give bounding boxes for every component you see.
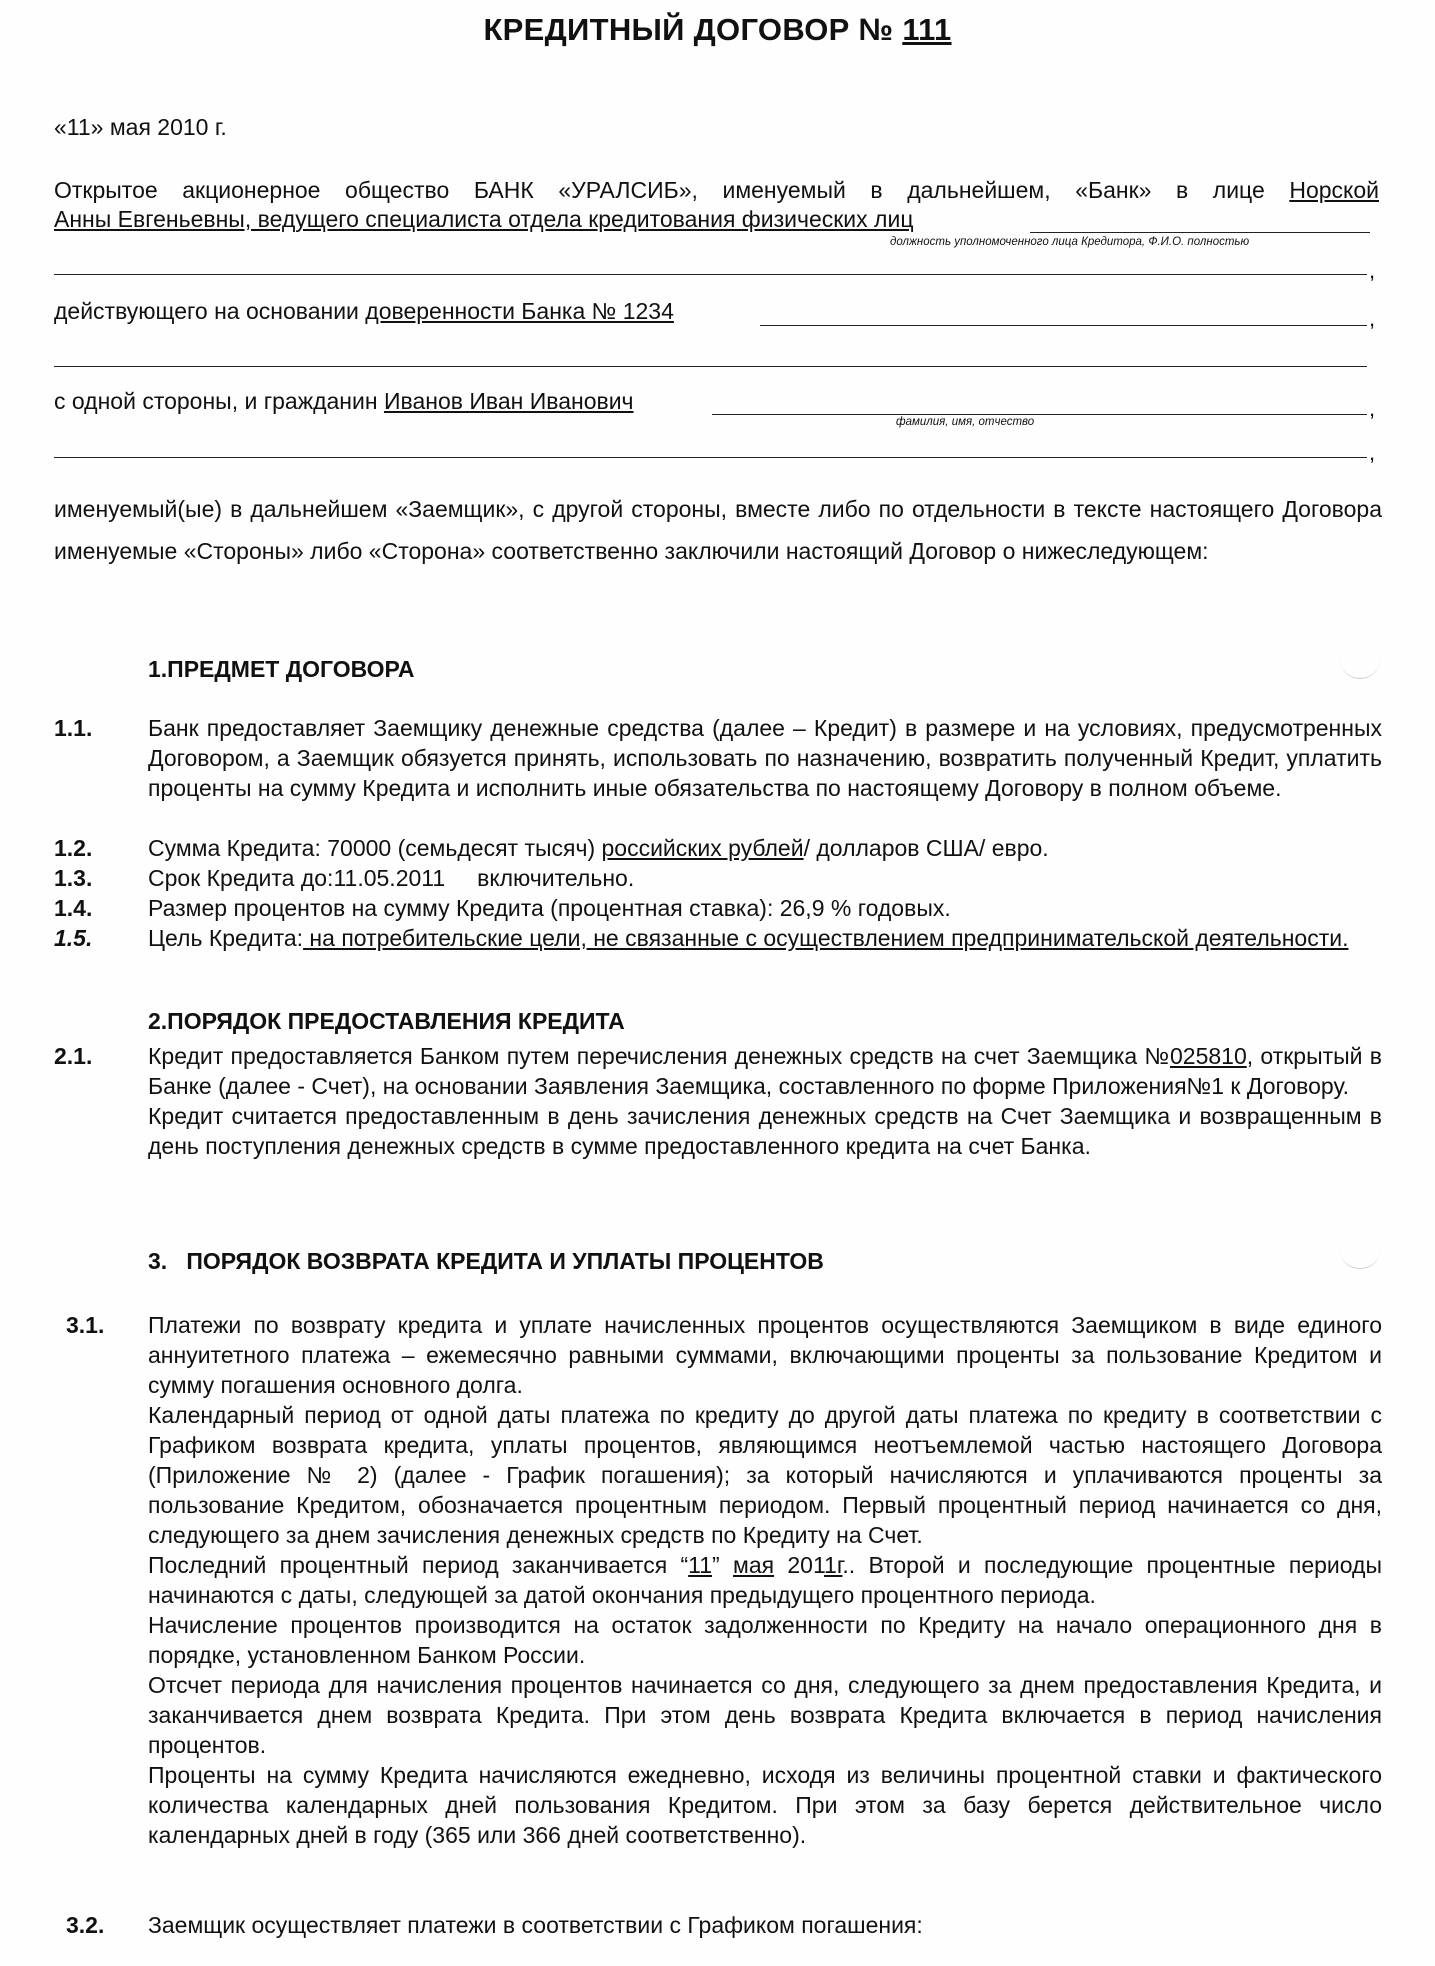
section-2-heading: 2.ПОРЯДОК ПРЕДОСТАВЛЕНИЯ КРЕДИТА: [148, 1008, 625, 1034]
comma: ,: [1369, 258, 1376, 283]
comma: ,: [1369, 440, 1376, 465]
clause-number: 3.1.: [66, 1312, 105, 1338]
clause-text: Кредит считается предоставленным в день зачисления денежных средств на Счет Заемщика и возвращенным в день поступления денежных средств в сумме предоставленного кредита на счет Банка.: [148, 1103, 1382, 1159]
representative-hint: должность уполномоченного лица Кредитора, Ф.И.О. полностью: [890, 236, 1250, 248]
fill-line: [712, 414, 1367, 415]
fill-line: [1030, 232, 1370, 233]
clause-1-5: [54, 923, 1382, 953]
clause-text: Проценты на сумму Кредита начисляются ежедневно, исходя из величины процентной ставки и фактического количества календарных дней пользования Кредитом. При этом за базу берется действительное число календарных дней в году (365 или 366 дней соответственно).: [148, 1762, 1382, 1848]
contract-number: 111: [902, 12, 952, 47]
representative-name-position: Анны Евгеньевны, ведущего специалиста отдела кредитования физических лиц: [54, 206, 914, 232]
clause-1-4: [54, 893, 1382, 923]
clause-number: 1.2.: [54, 835, 93, 861]
scan-smudge: [1340, 640, 1380, 679]
end-month: мая: [733, 1552, 775, 1578]
clause-text: Заемщик осуществляет платежи в соответствии с Графиком погашения:: [148, 1912, 923, 1938]
clause-text: .. Второй и последующие процентные периоды начинаются с даты, следующей за датой окончания предыдущего процентного периода.: [148, 1552, 1382, 1608]
borrower-hint: фамилия, имя, отчество: [896, 416, 1035, 428]
bank-representative-paragraph: [54, 176, 1379, 234]
borrower-label: с одной стороны, и гражданин: [54, 388, 384, 414]
fill-line: [54, 366, 1367, 367]
clause-text: Кредит предоставляется Банком путем перечисления денежных средств на счет Заемщика №: [148, 1043, 1170, 1069]
basis-label: действующего на основании: [54, 298, 366, 324]
clause-1-3: [54, 863, 1382, 893]
contract-date: «11» мая 2010 г.: [54, 114, 227, 140]
clause-number: 2.1.: [54, 1043, 93, 1069]
clause-text: 201: [774, 1552, 825, 1578]
section-1-heading: 1.ПРЕДМЕТ ДОГОВОРА: [148, 656, 415, 682]
fill-line: [54, 457, 1367, 458]
end-year: 1г: [824, 1552, 843, 1578]
comma: ,: [1369, 396, 1376, 421]
basis-row: [54, 298, 674, 325]
purpose-label: Цель Кредита:: [148, 925, 304, 951]
fill-line: [760, 325, 1367, 326]
clause-text: Отсчет периода для начисления процентов начинается со дня, следующего за днем предоставления Кредита, и заканчивается днем возврата Кредита. При этом день возврата Кредита включается в период начисления процентов.: [148, 1672, 1382, 1758]
clause-text: Начисление процентов производится на остаток задолженности по Кредиту на начало операционного дня в порядке, установленном Банком России.: [148, 1612, 1382, 1668]
fill-line: [54, 274, 1367, 275]
currency-options: / долларов США/ евро.: [803, 835, 1049, 861]
currency-selected: российских рублей: [601, 835, 804, 861]
clause-text: Банк предоставляет Заемщику денежные средства (далее – Кредит) в размере и на условиях, предусмотренных Договором, а Заемщик обязуется принять, использовать по назначению, возвратить полученный Кредит, уплатить проценты на сумму Кредита и исполнить иные обязательства по настоящему Договору в полном объеме.: [148, 715, 1382, 801]
account-number: 025810: [1170, 1043, 1247, 1069]
clause-1-2: [54, 833, 1382, 863]
clause-text: Платежи по возврату кредита и уплате начисленных процентов осуществляются Заемщиком в виде единого аннуитетного платежа – ежемесячно равными суммами, включающими проценты за пользование Кредитом и сумму погашения основного долга.: [148, 1312, 1382, 1398]
clause-text: Календарный период от одной даты платежа по кредиту до другой даты платежа по кредиту в соответствии с Графиком возврата кредита, уплаты процентов, являющимся неотъемлемой частью настоящего Договора (Приложение № 2) (далее - График погашения); за который начисляются и уплачиваются проценты за пользование Кредитом, обозначается процентным периодом. Первый процентный период начинается со дня, следующего за днем зачисления денежных средств по Кредиту на Счет.: [148, 1402, 1382, 1548]
clause-3-1: [54, 1310, 1382, 1850]
clause-text: ”: [712, 1552, 733, 1578]
bank-text: Открытое акционерное общество БАНК «УРАЛСИБ», именуемый в дальнейшем, «Банк» в лице: [54, 177, 1290, 203]
clause-number: 3.2.: [66, 1912, 105, 1938]
clause-number: 1.3.: [54, 865, 93, 891]
borrower-name: Иванов Иван Иванович: [383, 388, 634, 414]
preamble-closing: именуемый(ые) в дальнейшем «Заемщик», с другой стороны, вместе либо по отдельности в тексте настоящего Договора именуемые «Стороны» либо «Сторона» соответственно заключили настоящий Договор о нижеследующем:: [54, 496, 1382, 564]
clause-1-1: [54, 713, 1382, 803]
representative-surname: Норской: [1289, 177, 1379, 203]
loan-amount: Сумма Кредита: 70000: [148, 835, 398, 861]
clause-3-2: [54, 1910, 1382, 1940]
purpose-value: на потребительские цели, не связанные с осуществлением предпринимательской деятельности.: [303, 925, 1349, 951]
basis-value: доверенности Банка № 1234: [365, 298, 674, 324]
clause-text: Размер процентов на сумму Кредита (процентная ставка): 26,9 % годовых.: [148, 895, 951, 921]
clause-text: , открытый в Банке (далее - Счет), на основании Заявления Заемщика, составленного по форме Приложения№1 к Договору.: [148, 1043, 1382, 1099]
clause-text: Срок Кредита до:11.05.2011 включительно.: [148, 865, 635, 891]
scan-smudge: [1340, 1232, 1380, 1269]
borrower-row: [54, 388, 634, 415]
section-3-heading: 3. ПОРЯДОК ВОЗВРАТА КРЕДИТА И УПЛАТЫ ПРОЦЕНТОВ: [148, 1248, 824, 1274]
comma: ,: [1369, 306, 1376, 331]
clause-number: 1.5.: [54, 925, 93, 951]
loan-amount-words: (семьдесят тысяч): [397, 835, 596, 861]
end-day: 11: [688, 1552, 713, 1578]
clause-number: 1.4.: [54, 895, 93, 921]
title-prefix: КРЕДИТНЫЙ ДОГОВОР №: [483, 12, 903, 47]
document-title: [0, 12, 1435, 48]
clause-text: Последний процентный период заканчивается “: [148, 1552, 689, 1578]
clause-2-1: [54, 1041, 1382, 1161]
clause-number: 1.1.: [54, 715, 93, 741]
